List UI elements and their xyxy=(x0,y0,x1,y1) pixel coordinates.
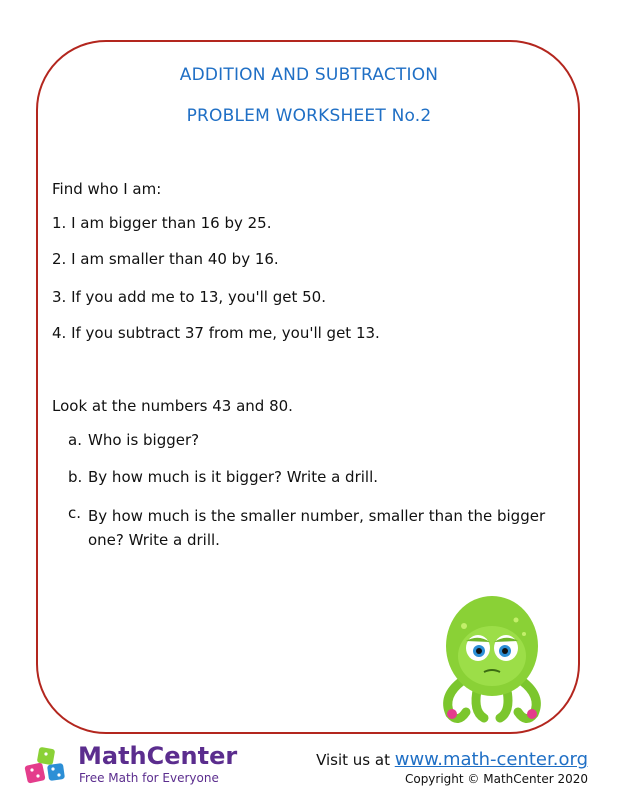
subquestion-c-text: By how much is the smaller number, smaller than the bigger one? Write a drill. xyxy=(88,507,546,549)
dice-logo-icon xyxy=(22,744,74,790)
worksheet-title-line2: PROBLEM WORKSHEET No.2 xyxy=(186,106,432,126)
question-3: 3. If you add me to 13, you'll get 50. xyxy=(52,288,326,306)
subquestion-b-text: By how much is it bigger? Write a drill. xyxy=(88,468,379,486)
green-monster-icon xyxy=(432,586,552,726)
subquestion-b-letter: b. xyxy=(68,468,83,486)
visit-line xyxy=(316,749,588,770)
subquestion-c-letter: c. xyxy=(68,504,82,522)
question-4: 4. If you subtract 37 from me, you'll get 13. xyxy=(52,324,380,342)
website-link[interactable]: www.math-center.org xyxy=(394,749,588,770)
section2-intro: Look at the numbers 43 and 80. xyxy=(52,397,293,415)
visit-prefix: Visit us at xyxy=(316,751,395,769)
copyright: Copyright © MathCenter 2020 xyxy=(404,772,588,786)
subquestion-a-text: Who is bigger? xyxy=(88,431,200,449)
question-1: 1. I am bigger than 16 by 25. xyxy=(52,214,272,232)
subquestion-a-letter: a. xyxy=(68,431,82,449)
brand-tagline: Free Math for Everyone xyxy=(79,771,219,785)
question-2: 2. I am smaller than 40 by 16. xyxy=(52,250,279,268)
brand-name: MathCenter xyxy=(78,742,238,770)
worksheet-title-line1: ADDITION AND SUBTRACTION xyxy=(179,65,439,85)
section1-intro: Find who I am: xyxy=(52,180,162,198)
